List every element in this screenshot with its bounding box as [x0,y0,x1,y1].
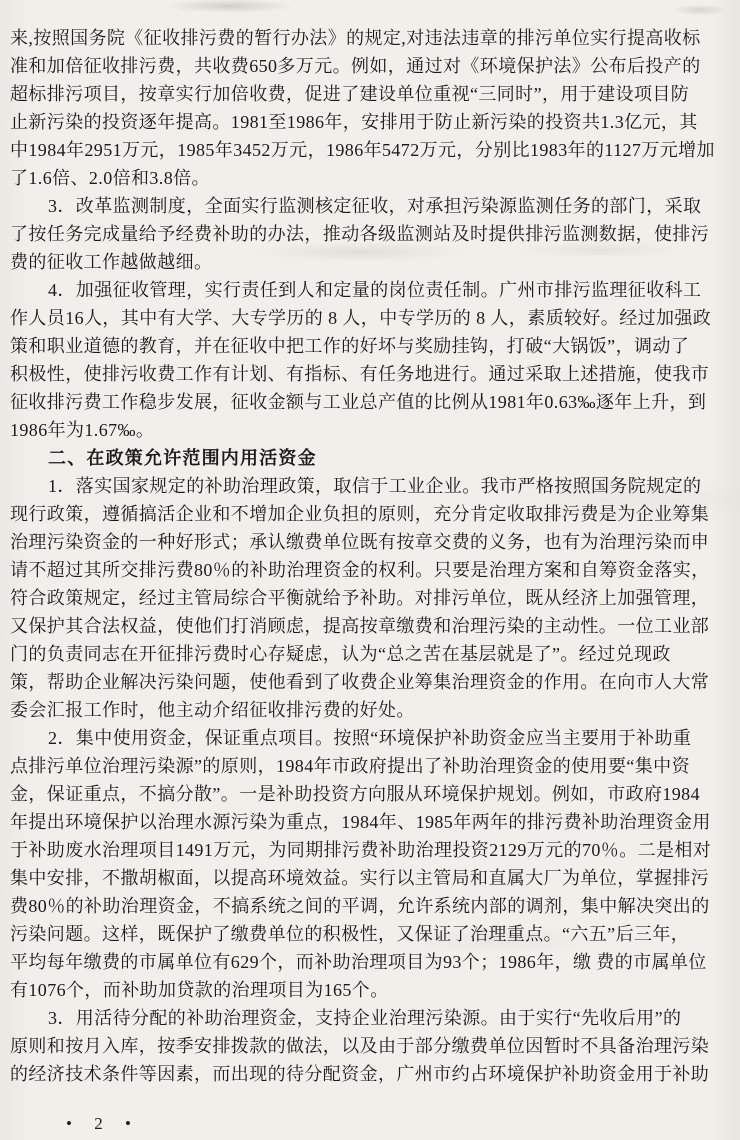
text-line: 策，帮助企业解决污染问题，使他看到了收费企业筹集治理资金的作用。在向市人大常 [10,672,710,692]
text-line: 污染问题。这样，既保护了缴费单位的积极性，又保证了治理重点。“六五”后三年， [10,924,690,944]
text-line: 点排污单位治理污染源”的原则，1984年市政府提出了补助治理资金的使用要“集中资 [10,756,690,776]
text-line: 3．用活待分配的补助治理资金，支持企业治理污染源。由于实行“先收后用”的 [48,1008,682,1028]
text-line: 积极性，使排污收费工作有计划、有指标、有任务地进行。通过采取上述措施，使我市 [10,364,710,384]
text-line: 请不超过其所交排污费80％的补助治理资金的权利。只要是治理方案和自筹资金落实， [10,560,710,580]
text-line: 了按任务完成量给予经费补助的办法，推动各级监测站及时提供排污监测数据，使排污 [10,224,710,244]
text-line: 超标排污项目，按章实行加倍收费，促进了建设单位重视“三同时”，用于建设项目防 [10,84,690,104]
text-line: 3．改革监测制度，全面实行监测核定征收，对承担污染源监测任务的部门，采取 [48,196,702,216]
text-line: 1986年为1.67‰。 [10,420,155,440]
text-line: 了1.6倍、2.0倍和3.8倍。 [10,168,210,188]
text-line: 2．集中使用资金，保证重点项目。按照“环境保护补助资金应当主要用于补助重 [48,728,692,748]
text-line: 止新污染的投资逐年提高。1981至1986年，安排用于防止新污染的投资共1.3亿元，其 [10,112,698,132]
text-line: 原则和按月入库，按季安排拨款的做法，以及由于部分缴费单位因暂时不具备治理污染 [10,1036,710,1056]
text-block [10,24,732,1088]
section-heading: 二、在政策允许范围内用活资金 [48,448,317,468]
text-line: 作人员16人，其中有大学、大专学历的 8 人，中专学历的 8 人，素质较好。经过加强政 [10,308,712,328]
text-line: 费的征收工作越做越细。 [10,252,213,272]
text-line: 中1984年2951万元，1985年3452万元，1986年5472万元，分别比1983年的1127万元增加 [10,140,715,160]
text-line: 符合政策规定，经过主管局综合平衡就给予补助。对排污单位，既从经济上加强管理， [10,588,710,608]
text-line: 征收排污费工作稳步发展，征收金额与工业总产值的比例从1981年0.63‰逐年上升，到 [10,392,707,412]
text-line: 有1076个，而补助加贷款的治理项目为165个。 [10,980,389,1000]
text-line: 费80％的补助治理资金，不搞系统之间的平调，允许系统内部的调剂，集中解决突出的 [10,896,710,916]
text-line: 4．加强征收管理，实行责任到人和定量的岗位责任制。广州市排污监理征收科工 [48,280,702,300]
text-line: 1．落实国家规定的补助治理政策，取信于工业企业。我市严格按照国务院规定的 [48,476,702,496]
text-line: 策和职业道德的教育，并在征收中把工作的好坏与奖励挂钩，打破“大锅饭”，调动了 [10,336,690,356]
text-line: 来,按照国务院《征收排污费的暂行办法》的规定,对违法违章的排污单位实行提高收标 [10,28,701,48]
text-line: 于补助废水治理项目1491万元，为同期排污费补助治理投资2129万元的70％。二是相对 [10,840,712,860]
text-line: 现行政策，遵循搞活企业和不增加企业负担的原则，充分肯定收取排污费是为企业筹集 [10,504,710,524]
text-line: 门的负责同志在开征排污费时心存疑虑，认为“总之苦在基层就是了”。经过兑现政 [10,644,671,664]
text-line: 准和加倍征收排污费，共收费650多万元。例如，通过对《环境保护法》公布后投产的 [10,56,701,76]
text-line: 金，保证重点，不搞分散”。一是补助投资方向服从环境保护规划。例如，市政府1984 [10,784,700,804]
text-line: 平均每年缴费的市属单位有629个，而补助治理项目为93个；1986年，缴 费的市属单位 [10,952,707,972]
text-line: 的经济技术条件等因素，而出现的待分配资金，广州市约占环境保护补助资金用于补助 [10,1064,710,1084]
page-number: • 2 • [66,1114,140,1133]
text-line: 治理污染资金的一种好形式；承认缴费单位既有按章交费的义务，也有为治理污染而申 [10,532,710,552]
text-line: 又保护其合法权益，使他们打消顾虑，提高按章缴费和治理污染的主动性。一位工业部 [10,616,710,636]
text-line: 委会汇报工作时，他主动介绍征收排污费的好处。 [10,700,415,720]
text-line: 集中安排，不撒胡椒面，以提高环境效益。实行以主管局和直属大厂为单位，掌握排污 [10,868,710,888]
page-footer [66,1114,732,1134]
text-line: 年提出环境保护以治理水源污染为重点，1984年、1985年两年的排污费补助治理资金用 [10,812,711,832]
